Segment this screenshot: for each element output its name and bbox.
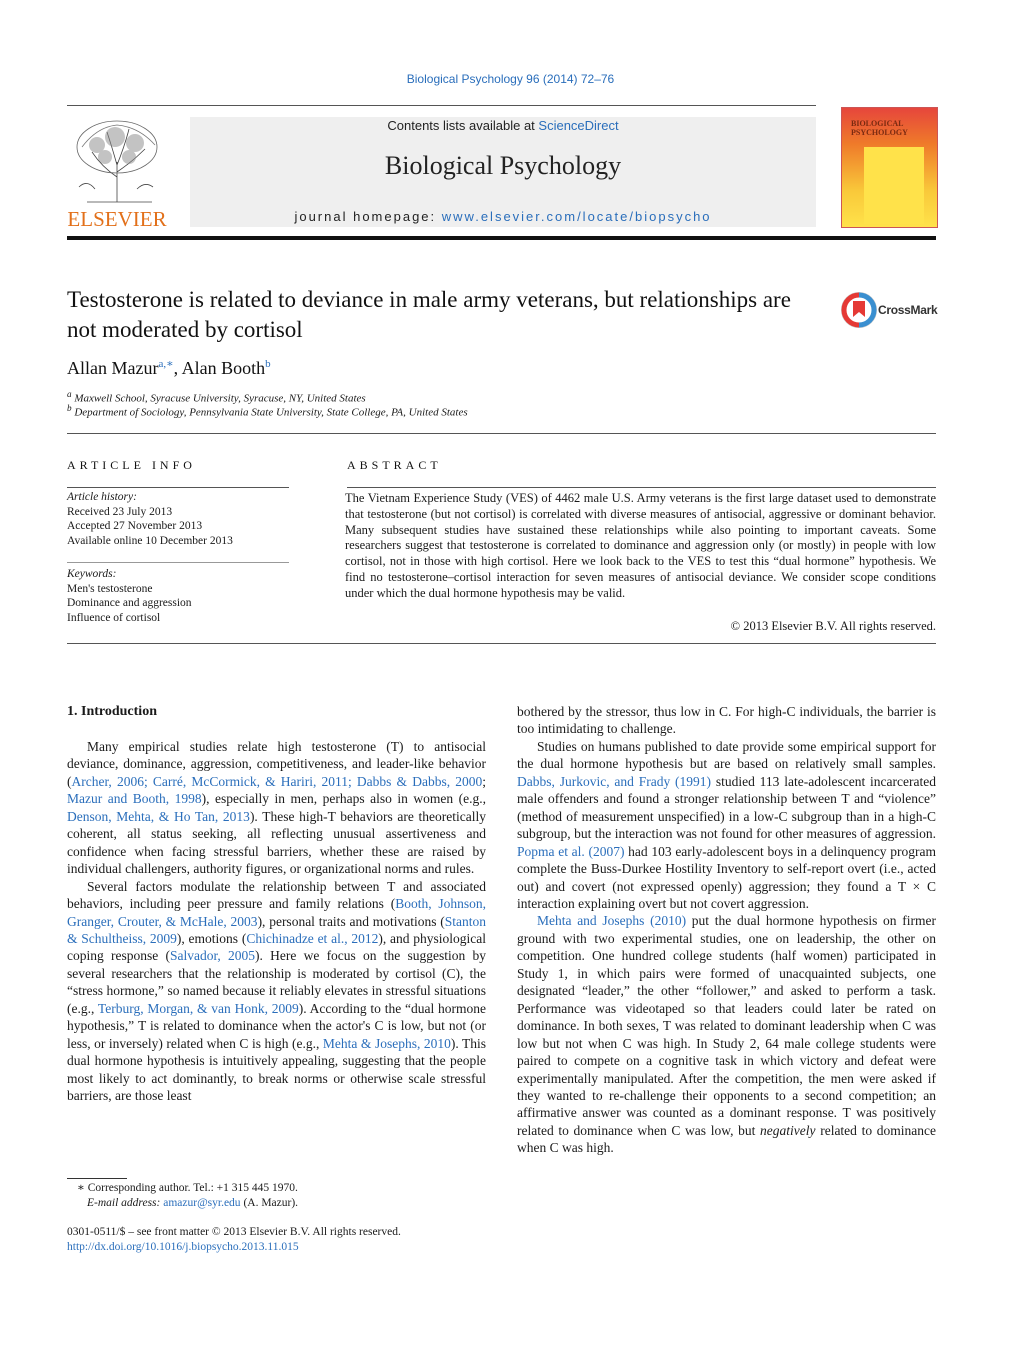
text-run: ), especially in men, perhaps also in women (e.g., [201,791,486,807]
text-run: ). These high-T behaviors are theoretically coherent, all status seeking, all reflecting unusual assertiveness and confidence when facing stressful barriers, whether these are raised by individual challengers, authority figures, or organizational norms and rules. [67,808,486,877]
paragraph [517,912,936,1156]
citation-link[interactable]: Stanton & Schultheiss, 2009 [67,913,486,946]
abstract-text: The Vietnam Experience Study (VES) of 4462 male U.S. Army veterans is the first large dataset used to demonstrate that testosterone (but not cortisol) is correlated with diverse measures of antisocial, aggressive or dominant behavior. Many subsequent studies have sustained these relationships while also pointing to important caveats. Some researchers suggest that testosterone is correlated to dominance and aggression only (or mostly) in people with low cortisol, not in those with high cortisol. Here we look back to the VES to test this “dual hormone” hypothesis. We find no testosterone–cortisol interaction for seven measures of antisocial deviance. We consider scope conditions under which the dual hormone hypothesis may be valid. [345,491,936,600]
text-run: studied 113 late-adolescent incarcerated male offenders and found a stronger relationship between T and “violence” (method of measurement unspecified) in a low-C subgroup than in a high-C subgroup, but the interaction was not found for other measures of aggression. [517,773,936,842]
body-column-left [67,738,486,1105]
citation-link[interactable]: Salvador, 2005 [169,948,256,964]
article-title: Testosterone is related to deviance in male army veterans, but relationships are not moderated by cortisol [67,287,791,342]
author-list [67,357,271,379]
article-info-rule [67,562,289,563]
homepage-prefix: journal homepage: [294,209,442,224]
text-run: ), personal traits and motivations ( [257,913,445,929]
contents-prefix: Contents lists available at [387,118,539,133]
article-info-heading: ARTICLE INFO [67,458,196,472]
keyword: Influence of cortisol [67,611,161,624]
section-rule [67,643,936,644]
article-history [67,490,233,548]
received-date: Received 23 July 2013 [67,505,173,518]
online-date: Available online 10 December 2013 [67,534,233,547]
journal-name: Biological Psychology [384,151,622,180]
citation-link[interactable]: Archer, 2006; Carré, McCormick, & Hariri, 2011; Dabbs & Dabbs, 2000 [71,773,483,789]
text-run: ). According to the “dual hormone hypothesis,” T is related to dominance when the actor's C is low, but not (or less, or inversely) related when C is high (e.g., [67,1000,486,1051]
text-run: put the dual hormone hypothesis on firmer ground with two experimental studies, one on leadership, the other on competition. One hundred college students (half women) participated in Study 1, in which pairs were formed of unacquainted subjects, one designated “leader,” the other “follower,” and asked to perform a task. Performance was videotaped so that leaders could later be rated on dominance. In both sexes, T was related to dominant leadership when C was low but not when C was high. In Study 2, 64 male college students were paired to compete on a cognitive task in which victory and defeat were experimentally manipulated. After the competition, the men were asked if they wanted to re-challenge their opponents to a second competition; an affirmative answer was counted as a dominant response. T was positively related to dominance when C was low, but [517,913,936,1138]
affiliation-marker: b [67,403,72,413]
front-matter-notice: 0301-0511/$ – see front matter © 2013 Elsevier B.V. All rights reserved. [67,1226,401,1238]
text-run: ). Here we focus on the suggestion by several researchers that the relationship is moderated by cortisol (C), the “stress hormone,” so named because it reliably elevates in stressful situations (e.g., [67,948,486,1016]
footnote [67,1181,298,1210]
section-rule [67,433,936,434]
author-name[interactable]: Alan Booth [181,358,266,378]
citation-link[interactable]: Mehta & Josephs, 2010 [322,1035,451,1051]
history-label: Article history: [67,491,137,503]
article-info-rule [67,487,289,488]
keywords-label: Keywords: [67,568,117,580]
text-run: Many empirical studies relate high testosterone (T) to antisocial deviance, dominance, aggression, competitiveness, and leader-like behavior ( [67,739,486,789]
email-line [67,1196,298,1211]
text-run: ). This dual hormone hypothesis is intuitively appealing, suggesting that the people most likely to act dominantly, to break norms or otherwise scale stressful barriers, are those least [67,1035,486,1104]
citation-link[interactable]: Dabbs, Jurkovic, and Frady (1991) [517,773,712,789]
citation-link[interactable]: Mazur and Booth, 1998 [67,791,202,807]
citation-link[interactable]: Booth, Johnson, Granger, Crouter, & McHale, 2003 [67,896,487,929]
paragraph [67,738,486,878]
text-run: ), emotions ( [176,930,247,946]
homepage-link[interactable]: www.elsevier.com/locate/biopsycho [441,209,712,224]
body-column-right [517,703,936,1157]
citation-link[interactable]: Terburg, Morgan, & van Honk, 2009 [97,1000,299,1016]
header-rule [67,105,816,106]
issn-line [67,1225,401,1255]
paragraph [67,878,486,1105]
citation-link[interactable]: Denson, Mehta, & Ho Tan, 2013 [67,808,250,824]
elsevier-wordmark: ELSEVIER [67,207,167,231]
keyword: Men's testosterone [67,582,153,595]
copyright-notice: © 2013 Elsevier B.V. All rights reserved. [730,619,936,633]
author-name[interactable]: Allan Mazur [67,358,159,378]
text-run: related to dominance when C was high. [517,1122,936,1156]
affiliation-marker: a [67,389,72,399]
journal-cover-title: BIOLOGICAL PSYCHOLOGY [851,119,908,137]
text-run: Several factors modulate the relationship between T and associated behaviors, including peer pressure and family relations ( [67,878,486,912]
doi-link[interactable]: http://dx.doi.org/10.1016/j.biopsycho.2013.11.015 [67,1241,299,1253]
text-run: had 103 early-adolescent boys in a delinquency program complete the Buss-Durkee Hostility Inventory to self-report overt (i.e., acted out) and covert (not expressed openly) aggression; they found a T × C interaction explaining overt but not covert aggression. [517,843,936,911]
email-link[interactable]: amazur@syr.edu [163,1196,241,1209]
sciencedirect-link[interactable]: ScienceDirect [538,118,619,133]
affiliation [67,403,468,419]
header-thick-rule [67,236,936,240]
author-separator: , [173,358,182,378]
footnote-rule [67,1178,127,1179]
email-suffix: (A. Mazur). [240,1196,299,1209]
accepted-date: Accepted 27 November 2013 [67,520,203,532]
keyword: Dominance and aggression [67,597,192,609]
text-run: ; [482,773,486,789]
text-run: ), and physiological coping response ( [67,930,486,964]
paragraph [517,738,936,913]
journal-cover-panel [864,147,924,224]
citation-link[interactable]: Chichinadze et al., 2012 [246,930,379,946]
citation-link[interactable]: Popma et al. (2007) [517,843,625,859]
text-run: Studies on humans published to date provide some empirical support for the dual hormone hypothesis but are based on relatively small samples. [517,738,936,772]
corresponding-author: ∗ Corresponding author. Tel.: +1 315 445 1970. [77,1182,298,1194]
crossmark-icon [840,291,878,329]
emphasis-text: negatively [760,1122,816,1138]
author-affiliation-marker[interactable]: a,∗ [158,358,174,370]
abstract-heading: ABSTRACT [347,458,442,472]
crossmark-label[interactable]: CrossMark [878,303,938,317]
email-label: E-mail address: [87,1196,164,1209]
author-affiliation-marker[interactable]: b [265,358,271,370]
affiliation-text: Department of Sociology, Pennsylvania State University, State College, PA, United States [74,406,468,419]
journal-homepage [190,209,816,224]
abstract-rule [347,487,936,488]
journal-citation[interactable]: Biological Psychology 96 (2014) 72–76 [406,72,615,86]
paragraph: bothered by the stressor, thus low in C. For high-C individuals, the barrier is too intimidating to challenge. [517,704,936,737]
keywords [67,567,192,625]
contents-line [190,118,816,133]
citation-link[interactable]: Mehta and Josephs (2010) [537,913,687,929]
affiliation-text: Maxwell School, Syracuse University, Syracuse, NY, United States [74,392,366,405]
section-heading: 1. Introduction [67,704,157,719]
